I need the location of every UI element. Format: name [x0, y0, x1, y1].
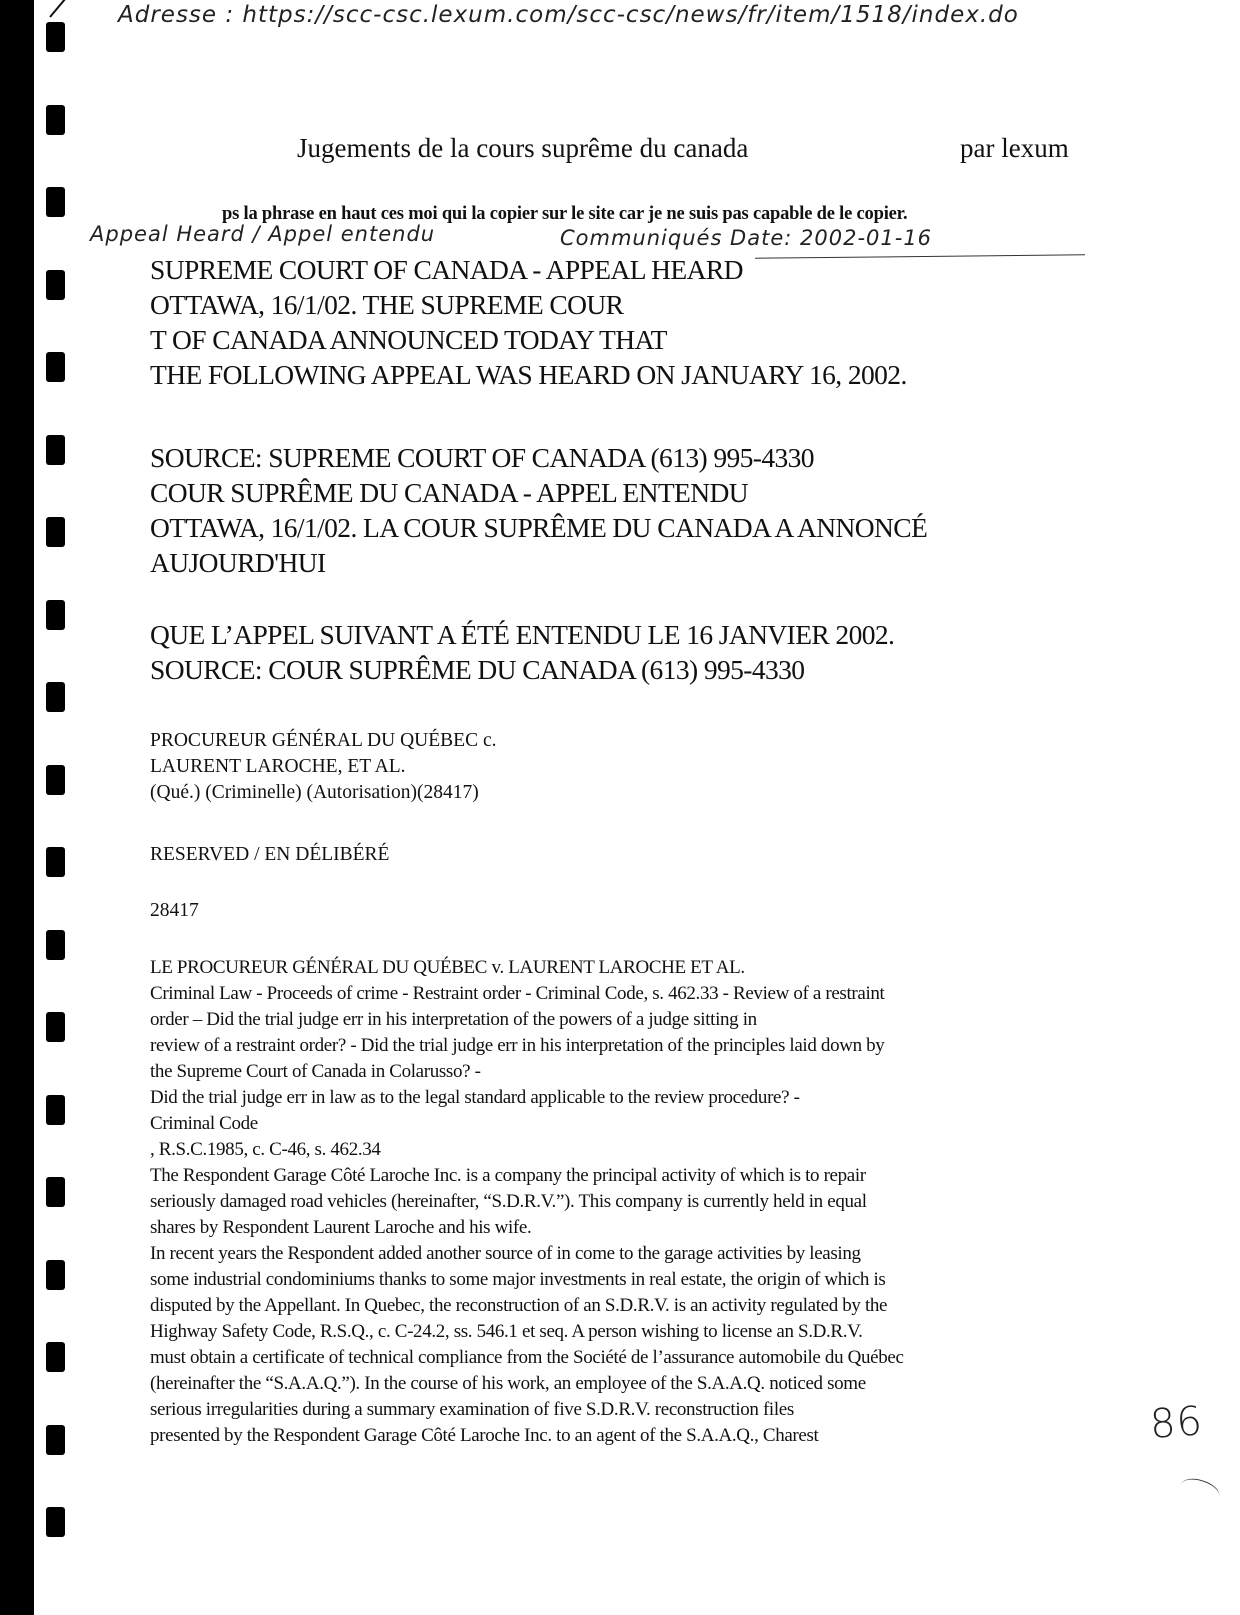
summary-line: (hereinafter the “S.A.A.Q.”). In the course of his work, an employee of the S.A.A.Q. noticed some [150, 1373, 866, 1394]
punch-hole [46, 1507, 65, 1537]
punch-hole [46, 270, 65, 300]
text-line: SOURCE: COUR SUPRÊME DU CANADA (613) 995-4330 [150, 654, 805, 685]
summary-line: In recent years the Respondent added another source of in come to the garage activities by leasing [150, 1243, 861, 1264]
punch-hole [46, 105, 65, 135]
punch-hole [46, 187, 65, 217]
summary-line: must obtain a certificate of technical compliance from the Société de l’assurance automobile du Québec [150, 1347, 904, 1368]
case-parties [150, 728, 497, 806]
punch-hole [46, 1260, 65, 1290]
handwritten-page-number: 86 [1148, 1398, 1205, 1448]
summary-line: review of a restraint order? - Did the trial judge err in his interpretation of the principles laid down by [150, 1035, 885, 1056]
punch-hole [46, 435, 65, 465]
summary-line: shares by Respondent Laurent Laroche and his wife. [150, 1217, 532, 1238]
case-summary [150, 955, 904, 1449]
summary-line: the Supreme Court of Canada in Colarusso? - [150, 1061, 481, 1082]
text-line: SOURCE: SUPREME COURT OF CANADA (613) 995-4330 [150, 442, 814, 473]
punch-hole [46, 22, 65, 52]
summary-line: seriously damaged road vehicles (hereinafter, “S.D.R.V.”). This company is currently held in equal [150, 1191, 867, 1212]
text-line: PROCUREUR GÉNÉRAL DU QUÉBEC c. [150, 730, 497, 751]
scan-black-edge [0, 0, 34, 1615]
punch-hole [46, 930, 65, 960]
summary-line: Criminal Code [150, 1113, 258, 1134]
page-header-title: Jugements de la cours suprême du canada [297, 133, 749, 163]
handwritten-date-note: Communiqués Date: 2002-01-16 [560, 226, 933, 250]
summary-line: The Respondent Garage Côté Laroche Inc. is a company the principal activity of which is to repair [150, 1165, 866, 1186]
summary-line: disputed by the Appellant. In Quebec, the reconstruction of an S.D.R.V. is an activity regulated by the [150, 1295, 888, 1316]
handwritten-appeal-note: Appeal Heard / Appel entendu [90, 222, 436, 246]
handwritten-mark [1178, 1474, 1223, 1506]
summary-line: LE PROCUREUR GÉNÉRAL DU QUÉBEC v. LAURENT LAROCHE ET AL. [150, 957, 745, 978]
text-line: COUR SUPRÊME DU CANADA - APPEL ENTENDU [150, 477, 749, 508]
summary-line: serious irregularities during a summary examination of five S.D.R.V. reconstruction files [150, 1399, 794, 1420]
punch-holes-strip [46, 0, 66, 1615]
summary-line: presented by the Respondent Garage Côté Laroche Inc. to an agent of the S.A.A.Q., Charest [150, 1425, 819, 1446]
french-notice-a [150, 440, 927, 580]
summary-line: Criminal Law - Proceeds of crime - Restraint order - Criminal Code, s. 462.33 - Review of a restraint [150, 983, 885, 1004]
text-line: THE FOLLOWING APPEAL WAS HEARD ON JANUARY 16, 2002. [150, 359, 907, 390]
summary-line: some industrial condominiums thanks to some major investments in real estate, the origin of which is [150, 1269, 886, 1290]
page-header-source: par lexum [960, 133, 1069, 163]
text-line: AUJOURD'HUI [150, 547, 326, 578]
punch-hole [46, 1342, 65, 1372]
punch-hole [46, 1177, 65, 1207]
punch-hole [46, 1425, 65, 1455]
punch-hole [46, 765, 65, 795]
text-line: OTTAWA, 16/1/02. LA COUR SUPRÊME DU CANADA A ANNONCÉ [150, 512, 928, 543]
text-line: SUPREME COURT OF CANADA - APPEAL HEARD [150, 254, 743, 285]
punch-hole [46, 847, 65, 877]
summary-line: Highway Safety Code, R.S.Q., c. C-24.2, ss. 546.1 et seq. A person wishing to license an S.D.R.V. [150, 1321, 863, 1342]
punch-hole [46, 352, 65, 382]
handwritten-address: Adresse : https://scc-csc.lexum.com/scc-csc/news/fr/item/1518/index.do [118, 2, 1019, 28]
punch-hole [46, 1012, 65, 1042]
ps-note: ps la phrase en haut ces moi qui la copier sur le site car je ne suis pas capable de le copier. [222, 204, 908, 224]
text-line: OTTAWA, 16/1/02. THE SUPREME COUR [150, 289, 624, 320]
text-line: (Qué.) (Criminelle) (Autorisation)(28417) [150, 782, 479, 803]
text-line: LAURENT LAROCHE, ET AL. [150, 756, 406, 777]
punch-hole [46, 1095, 65, 1125]
text-line: T OF CANADA ANNOUNCED TODAY THAT [150, 324, 667, 355]
case-status: RESERVED / EN DÉLIBÉRÉ [150, 844, 390, 865]
summary-line: , R.S.C.1985, c. C-46, s. 462.34 [150, 1139, 381, 1160]
summary-line: Did the trial judge err in law as to the legal standard applicable to the review procedure? - [150, 1087, 800, 1108]
summary-line: order – Did the trial judge err in his interpretation of the powers of a judge sitting in [150, 1009, 757, 1030]
case-number: 28417 [150, 900, 199, 921]
punch-hole [46, 517, 65, 547]
punch-hole [46, 600, 65, 630]
punch-hole [46, 682, 65, 712]
english-notice [150, 252, 907, 392]
french-notice-b [150, 617, 894, 687]
text-line: QUE L’APPEL SUIVANT A ÉTÉ ENTENDU LE 16 JANVIER 2002. [150, 619, 895, 650]
